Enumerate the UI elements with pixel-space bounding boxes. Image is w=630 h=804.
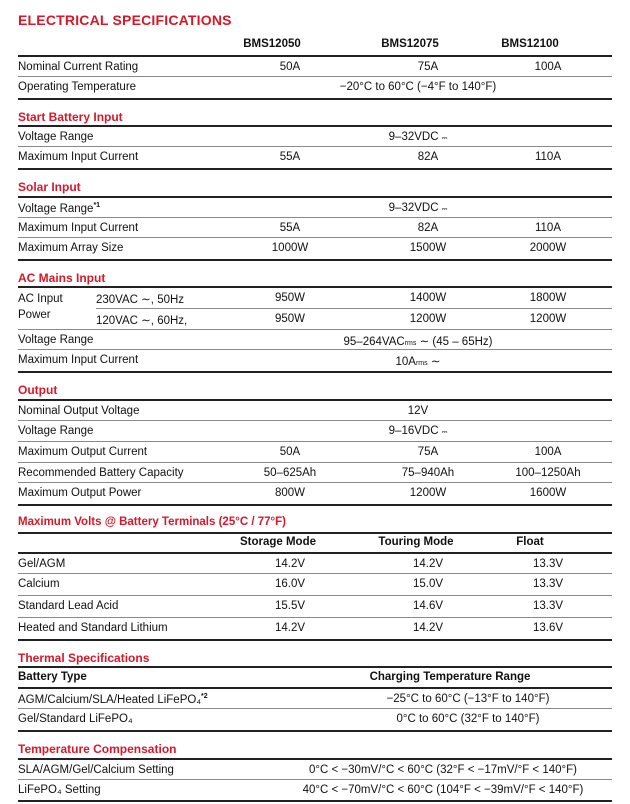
cell: 100–1250Ah [515,467,581,479]
cell: 14.2V [412,558,444,570]
row-start-max-current [18,146,612,167]
cell-merged [218,425,618,437]
ac-power-label-1: AC Input [18,293,63,305]
row-label [18,693,208,706]
cell-merged [218,202,618,214]
row-operating-temp [18,76,612,97]
cell: 13.3V [532,558,564,570]
section-start-battery: Start Battery Input [18,110,123,124]
divider [18,168,612,170]
row-label: Recommended Battery Capacity [18,467,184,479]
cell: 0°C to 60°C (32°F to 140°F) [396,713,540,725]
cell: 0°C < −30mV/°C < 60°C (32°F < −17mV/°F < 140°F) [309,764,577,776]
section-ac-mains: AC Mains Input [18,271,106,285]
dc-icon: ⎓ [441,135,448,142]
col-header: Battery Type [18,671,87,683]
divider [18,259,612,261]
cell: 1500W [409,242,447,254]
divider [18,286,612,288]
col-header: Float [516,536,544,548]
section-max-volts: Maximum Volts @ Battery Terminals (25°C / 77°F) [18,516,286,528]
row-label: Maximum Output Current [18,446,148,458]
divider [18,666,612,668]
model-header-3: BMS12100 [501,38,559,50]
section-thermal: Thermal Specifications [18,651,150,665]
cell: 15.5V [274,600,306,612]
row-solar-max-current [18,217,612,238]
row-label: Voltage Range [18,334,94,346]
cell: 110A [534,222,561,234]
cell: 1200W [409,487,447,499]
row-label: Maximum Array Size [18,242,124,254]
cell: 14.2V [274,558,306,570]
cell: 14.2V [274,622,306,634]
value: 10A [395,356,416,368]
cell: 15.0V [412,578,444,590]
cell: −25°C to 60°C (−13°F to 140°F) [386,693,550,705]
cell: 75A [417,61,439,73]
cell: 82A [417,151,439,163]
footnote: *1 [93,202,101,209]
cell: 55A [279,151,301,163]
divider [18,639,612,641]
cell-merged: −20°C to 60°C (−4°F to 140°F) [339,81,497,93]
cell: 40°C < −70mV/°C < 60°C (104°F < −39mV/°F < 140°F) [302,784,584,796]
cell: 14.6V [412,600,444,612]
row-label: Gel/Standard LiFePO₄ [18,713,133,725]
row-thermal-agm [18,687,612,709]
row-solar-voltage [18,196,612,218]
cell: 13.3V [532,578,564,590]
cell: 110A [534,151,561,163]
dc-icon: ⎓ [441,429,448,436]
cell: 50A [279,446,301,458]
divider [18,371,612,373]
section-output: Output [18,383,58,397]
section-solar: Solar Input [18,180,81,194]
ac-sub-230: 230VAC ∼, 50Hz [96,294,185,306]
cell: 82A [417,222,439,234]
row-thermal-gel [18,708,612,729]
value: 9–16VDC [388,425,439,437]
col-header: Touring Mode [378,536,454,548]
cell: 75–940Ah [401,467,455,479]
row-label: Calcium [18,578,60,590]
row-output-voltage [18,420,612,441]
row-ac-voltage [18,329,612,350]
cell: 1400W [409,292,447,304]
cell: 2000W [529,242,567,254]
row-tc-sla [18,758,612,780]
cell: 14.2V [412,622,444,634]
row-label: Maximum Input Current [18,354,139,366]
ac-power-label-2: Power [18,309,51,321]
cell: 13.3V [532,600,564,612]
row-lead-acid [18,595,612,616]
cell-merged [218,334,618,348]
cell: 1200W [409,313,447,325]
cell: 1000W [271,242,309,254]
cell: 950W [274,292,306,304]
row-label: Voltage Range [18,425,94,437]
value: 9–32VDC [388,202,439,214]
divider [18,98,612,100]
cell: 75A [417,446,439,458]
cell-merged: 12V [407,405,429,417]
row-solar-array [18,237,612,258]
row-label: Maximum Input Current [18,222,139,234]
divider [18,504,612,506]
value: 95–264VAC [343,336,405,348]
unit: rms [404,340,417,347]
row-calcium [18,573,612,594]
cell: 50A [279,61,301,73]
dc-icon: ⎓ [441,206,448,213]
cell: 16.0V [274,578,306,590]
col-header: Charging Temperature Range [369,671,531,683]
row-label [18,202,100,215]
row-label: Nominal Current Rating [18,61,139,73]
row-label: Gel/AGM [18,558,66,570]
ac-icon: ∼ [430,356,441,368]
cell: 55A [279,222,301,234]
value: 9–32VDC [388,131,439,143]
divider [18,800,612,802]
row-label: Nominal Output Voltage [18,405,140,417]
row-label: LiFePO₄ Setting [18,784,101,796]
row-label: Maximum Output Power [18,487,142,499]
cell: 950W [274,313,306,325]
model-header-2: BMS12075 [381,38,439,50]
cell: 800W [274,487,306,499]
row-ac-max-current [18,349,612,370]
row-label: Maximum Input Current [18,151,139,163]
row-label: SLA/AGM/Gel/Calcium Setting [18,764,174,776]
row-output-current [18,441,612,462]
divider [96,308,612,309]
row-gel-agm [18,552,612,574]
row-label: Heated and Standard Lithium [18,622,168,634]
spec-title: ELECTRICAL SPECIFICATIONS [18,12,232,28]
row-lithium [18,617,612,638]
cell: 1200W [529,313,567,325]
row-nominal-current [18,55,612,77]
unit: rms [415,360,428,367]
cell: 50–625Ah [263,467,317,479]
cell: 1800W [529,292,567,304]
row-label: Operating Temperature [18,81,137,93]
footnote: *2 [201,693,208,700]
col-header: Storage Mode [239,536,317,548]
cell: 13.6V [532,622,564,634]
cell: 1600W [529,487,567,499]
section-temp-comp: Temperature Compensation [18,742,177,756]
divider [18,730,612,732]
ac-sub-120: 120VAC ∼, 60Hz, [96,315,188,327]
row-output-nominal [18,399,612,421]
value: ∼ (45 – 65Hz) [419,336,493,348]
label-text: AGM/Calcium/SLA/Heated LiFePO₄ [18,693,202,706]
cell-merged [218,131,618,143]
row-tc-lifepo4 [18,779,612,800]
row-label: Voltage Range [18,131,94,143]
cell: 100A [534,61,562,73]
row-output-power [18,482,612,503]
cell-merged [218,354,618,368]
cell: 100A [534,446,562,458]
label-text: Voltage Range [18,202,94,215]
row-battery-capacity [18,462,612,483]
divider [18,532,612,534]
model-header-1: BMS12050 [243,38,301,50]
row-start-voltage [18,125,612,147]
row-label: Standard Lead Acid [18,600,119,612]
